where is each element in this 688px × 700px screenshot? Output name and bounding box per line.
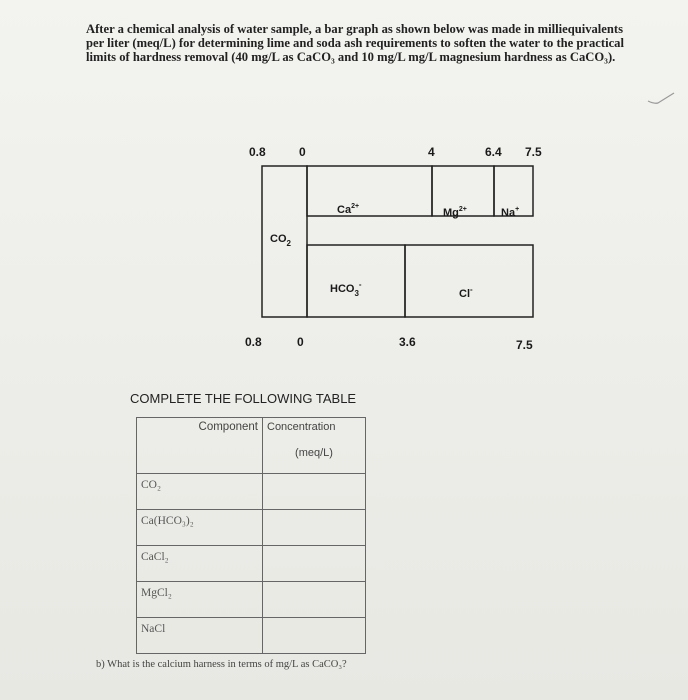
na-ion-label: Na+	[501, 206, 520, 219]
concentration-cell[interactable]	[263, 582, 366, 618]
table-row	[137, 474, 366, 510]
top-axis-label: 0	[299, 145, 306, 159]
bottom-axis-label: 0	[297, 335, 304, 349]
question-b: b) What is the calcium harness in terms of mg/L as CaCO₃?	[96, 659, 347, 670]
table-row	[137, 582, 366, 618]
table-header-row	[137, 418, 366, 474]
component-cell: MgCl₂	[137, 582, 263, 618]
hco3-ion-label: $HCO_3^-$	[330, 280, 362, 298]
concentration-cell[interactable]	[263, 510, 366, 546]
top-axis-label: 6.4	[485, 145, 502, 159]
mg-ion-label: $Mg^{2+}$	[443, 206, 467, 219]
co2-label: $CO_2$	[270, 233, 291, 248]
bottom-axis-label: 7.5	[516, 338, 533, 352]
table-row	[137, 618, 366, 654]
component-cell: NaCl	[137, 618, 263, 654]
ca-cation-bar	[307, 166, 432, 216]
concentration-header	[263, 418, 366, 474]
problem-line-2: per liter (meq/L) for determining lime and soda ash requirements to soften the water to the practical	[86, 36, 624, 50]
concentration-cell[interactable]	[263, 474, 366, 510]
component-cell: CaCl₂	[137, 546, 263, 582]
top-axis-label: 0.8	[249, 145, 266, 159]
problem-line-3: limits of hardness removal (40 mg/L as CaCO₃ and 10 mg/L mg/L magnesium hardness as CaCO₃).	[86, 50, 616, 64]
component-table	[136, 417, 366, 654]
concentration-unit: (meq/L)	[295, 447, 333, 459]
cl-anion-bar	[405, 245, 533, 317]
bottom-axis-label: 0.8	[245, 335, 262, 349]
table-heading: COMPLETE THE FOLLOWING TABLE	[130, 391, 357, 406]
component-cell: CO₂	[137, 474, 263, 510]
hco3-anion-bar	[307, 245, 405, 317]
cl-ion-label: Cl-	[459, 285, 473, 300]
problem-line-1: After a chemical analysis of water sample, a bar graph as shown below was made in milliequivalents	[86, 22, 623, 36]
component-header: Component	[137, 418, 263, 474]
table-row	[137, 546, 366, 582]
concentration-header-label: Concentration	[267, 421, 336, 433]
concentration-cell[interactable]	[263, 546, 366, 582]
bottom-axis-label: 3.6	[399, 335, 416, 349]
table-row	[137, 510, 366, 546]
component-cell: Ca(HCO₃)₂	[137, 510, 263, 546]
concentration-cell[interactable]	[263, 618, 366, 654]
top-axis-label: 7.5	[525, 145, 542, 159]
top-axis-label: 4	[428, 145, 435, 159]
ca-ion-label: $Ca^{2+}$	[337, 203, 360, 216]
